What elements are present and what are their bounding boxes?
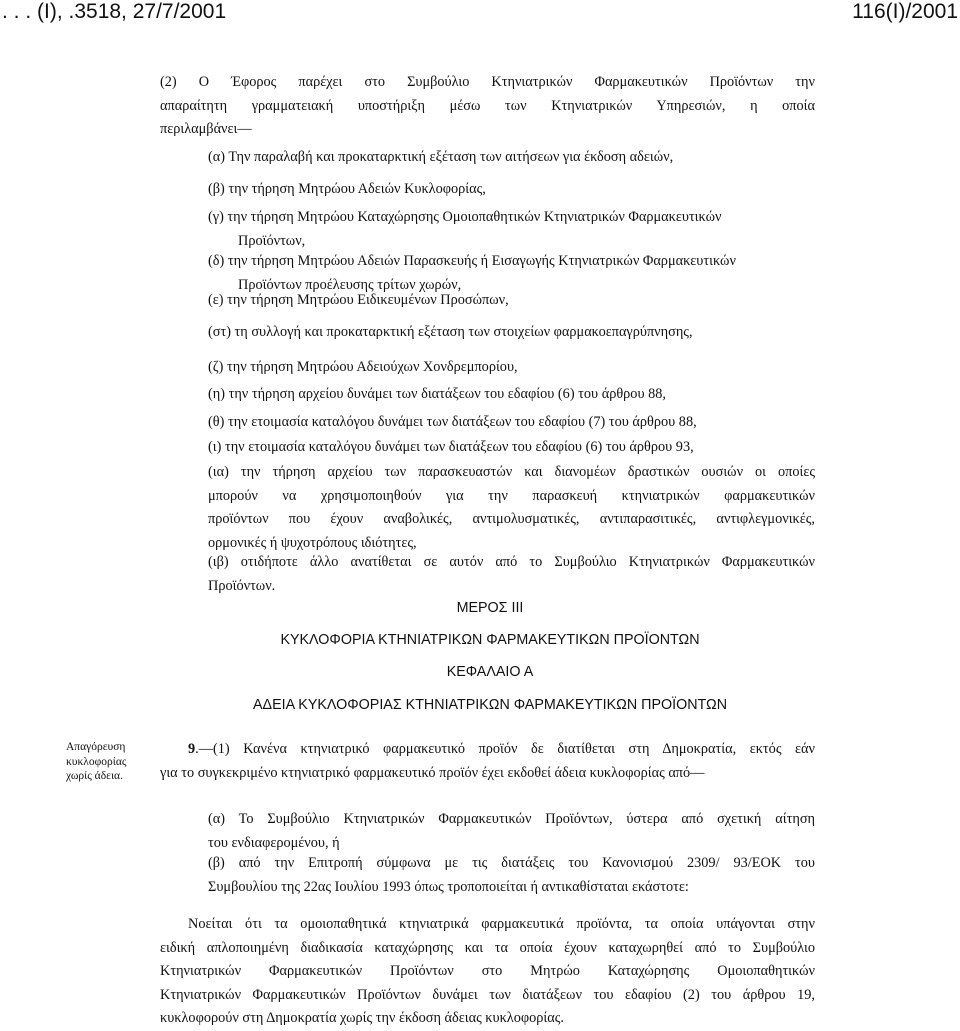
section-9-item-a-line: (α) Το Συμβούλιο Κτηνιατρικών Φαρμακευτικών Προϊόντων, ύστερα από σχετική αίτηση — [208, 811, 815, 827]
item-z: (ζ) την τήρηση Μητρώου Αδειούχων Χονδρεμπορίου, — [208, 359, 518, 375]
item-ia-line: μπορούν να χρησιμοποιηθούν για την παρασκευή κτηνιατρικών φαρμακευτικών — [208, 487, 815, 504]
item-c — [208, 206, 815, 253]
item-ib-line: Προϊόντων. — [208, 577, 276, 594]
proviso — [160, 913, 815, 1031]
item-h: (η) την τήρηση αρχείου δυνάμει των διατάξεων του εδαφίου (6) του άρθρου 88, — [208, 386, 666, 402]
paragraph-2 — [160, 71, 815, 142]
section-9-item-b-line: (β) από την Επιτροπή σύμφωνα με τις διατάξεις του Κανονισμού 2309/ 93/ΕΟΚ του — [208, 855, 815, 871]
part-heading: ΜΕΡΟΣ ΙΙΙ — [456, 600, 524, 616]
item-ia-line: ορμονικές ή ψυχοτρόπους ιδιότητες, — [208, 534, 417, 551]
section-number: 9 — [188, 741, 196, 757]
margin-note-line: χωρίς άδεια. — [66, 770, 123, 782]
item-ia-line: προϊόντων που έχουν αναβολικές, αντιμολυσματικές, αντιπαρασιτικές, αντιφλεγμονικές, — [208, 511, 815, 527]
section-9-item-b — [208, 852, 815, 899]
margin-note — [66, 740, 144, 784]
margin-note-line: Απαγόρευση — [66, 741, 126, 753]
chapter-heading: ΚΕΦΑΛΑΙΟ Α — [446, 664, 534, 680]
header-reference: . . . (I), .3518, 27/7/2001 — [2, 0, 227, 23]
item-d-line: (δ) την τήρηση Μητρώου Αδειών Παρασκευής ή Εισαγωγής Κτηνιατρικών Φαρμακευτικών — [208, 253, 736, 269]
section-9-line2: για το συγκεκριμένο κτηνιατρικό φαρμακευτικό προϊόν έχει εκδοθεί άδεια κυκλοφορίας από— — [160, 764, 705, 781]
section-9-item-b-line: Συμβουλίου της 22ας Ιουλίου 1993 όπως τροποποιείται ή αντικαθίσταται εκάστοτε: — [208, 878, 689, 895]
item-ib — [208, 551, 815, 598]
item-th: (θ) την ετοιμασία καταλόγου δυνάμει των διατάξεων του εδαφίου (7) του άρθρου 88, — [208, 414, 697, 430]
part-title: ΚΥΚΛΟΦΟΡΙΑ ΚΤΗΝΙΑΤΡΙΚΩΝ ΦΑΡΜΑΚΕΥΤΙΚΩΝ ΠΡΟΪΟΝΤΩΝ — [280, 632, 700, 648]
proviso-line: κυκλοφορούν στη Δημοκρατία χωρίς την έκδοση άδειας κυκλοφορίας. — [160, 1010, 564, 1026]
proviso-line: Κτηνιατρικών Φαρμακευτικών Προϊόντων δυνάμει των διατάξεων του εδαφίου (2) του άρθρου 19, — [160, 986, 815, 1003]
proviso-line: Νοείται ότι τα ομοιοπαθητικά κτηνιατρικά φαρμακευτικά προϊόντα, τα οποία υπάγονται στην — [188, 916, 815, 932]
margin-note-line: κυκλοφορίας — [66, 755, 127, 768]
section-9 — [160, 738, 815, 785]
item-d-line: Προϊόντων προέλευσης τρίτων χωρών, — [238, 276, 462, 293]
section-9-line1-text: .—(1) Κανένα κτηνιατρικό φαρμακευτικό προϊόν δε διατίθεται στη Δημοκρατία, εκτός εάν — [195, 741, 815, 757]
section-9-item-a-line: του ενδιαφερομένου, ή — [208, 834, 340, 851]
item-st: (στ) τη συλλογή και προκαταρκτική εξέταση των στοιχείων φαρμακοεπαγρύπνησης, — [208, 324, 693, 340]
item-c-line: Προϊόντων, — [238, 232, 306, 249]
item-ib-line: (ιβ) οτιδήποτε άλλο ανατίθεται σε αυτόν από το Συμβούλιο Κτηνιατρικών Φαρμακευτικών — [208, 554, 815, 570]
header-law-number: 116(I)/2001 — [852, 0, 958, 23]
item-i: (ι) την ετοιμασία καταλόγου δυνάμει των διατάξεων του εδαφίου (6) του άρθρου 93, — [208, 439, 694, 455]
item-c-line: (γ) την τήρηση Μητρώου Καταχώρησης Ομοιοπαθητικών Κτηνιατρικών Φαρμακευτικών — [208, 209, 722, 225]
paragraph-2-line: απαραίτητη γραμματειακή υποστήριξη μέσω των Κτηνιατρικών Υπηρεσιών, η οποία — [160, 97, 815, 114]
section-9-line1 — [160, 738, 815, 762]
paragraph-2-line: περιλαμβάνει— — [160, 121, 252, 137]
item-b: (β) την τήρηση Μητρώου Αδειών Κυκλοφορίας, — [208, 181, 486, 197]
proviso-line: ειδική απλοποιημένη διαδικασία καταχώρησης και τα οποία έχουν καταχωρηθεί από το Συμβούλιο — [160, 939, 815, 956]
section-9-item-a — [208, 808, 815, 855]
proviso-line: Κτηνιατρικών Φαρμακευτικών Προϊόντων στο Μητρώο Καταχώρησης Ομοιοπαθητικών — [160, 963, 815, 979]
item-ia — [208, 461, 815, 555]
paragraph-2-line: (2) Ο Έφορος παρέχει στο Συμβούλιο Κτηνιατρικών Φαρμακευτικών Προϊόντων την — [160, 74, 815, 90]
item-a: (α) Την παραλαβή και προκαταρκτική εξέταση των αιτήσεων για έκδοση αδειών, — [208, 149, 674, 165]
chapter-title: ΑΔΕΙΑ ΚΥΚΛΟΦΟΡΙΑΣ ΚΤΗΝΙΑΤΡΙΚΩΝ ΦΑΡΜΑΚΕΥΤΙΚΩΝ ΠΡΟΪΟΝΤΩΝ — [252, 697, 728, 713]
item-e: (ε) την τήρηση Μητρώου Ειδικευμένων Προσώπων, — [208, 292, 509, 308]
page-header — [0, 0, 960, 28]
item-ia-line: (ια) την τήρηση αρχείου των παρασκευαστών και διανομέων δραστικών ουσιών οι οποίες — [208, 464, 815, 480]
